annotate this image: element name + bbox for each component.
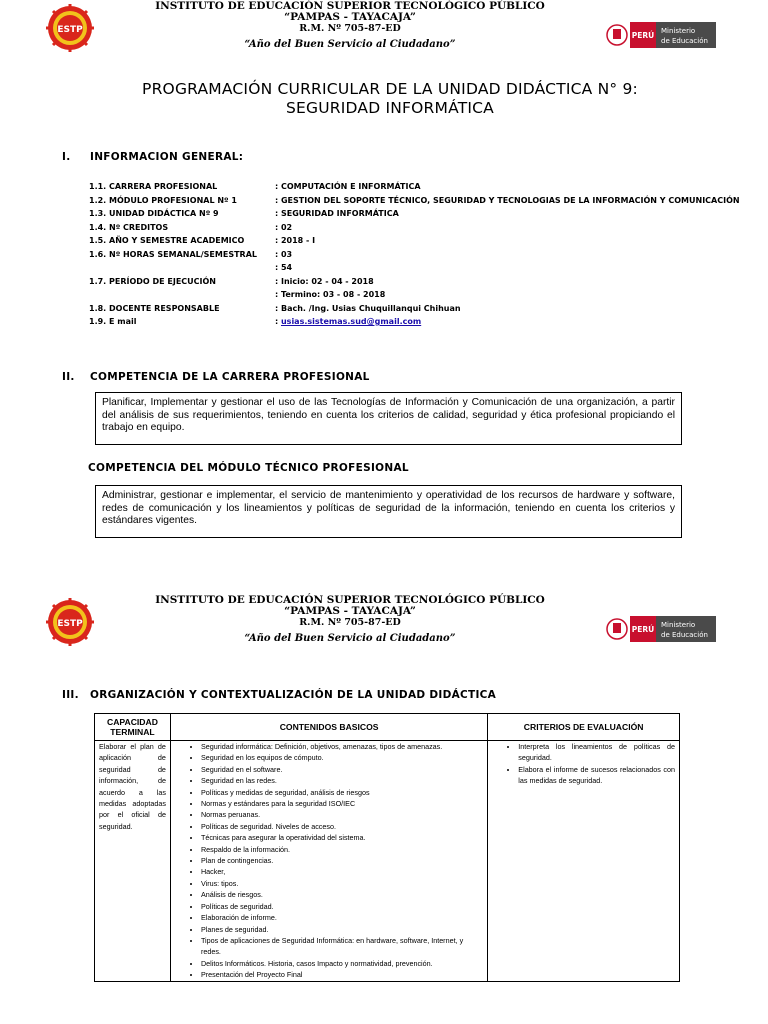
campus-name: “PAMPAS - TAYACAJA”	[284, 11, 416, 23]
table-header-row	[95, 714, 680, 741]
list-item: • Presentación del Proyecto Final	[201, 969, 483, 980]
svg-text:PERÚ: PERÚ	[631, 31, 655, 40]
table-row	[95, 741, 680, 982]
module-competence-box: Administrar, gestionar e implementar, el servicio de mantenimiento y operatividad de los recursos de hardware y software, redes de comunicación y los lineamientos y políticas de seguridad de la información, teniendo en cuenta los criterios y estándares vigentes.	[95, 485, 682, 538]
institution-block	[150, 0, 550, 51]
list-item: • Técnicas para asegurar la operatividad del sistema.	[201, 832, 483, 843]
resolution-number: R.M. Nº 705-87-ED	[299, 23, 401, 34]
estp-logo	[46, 598, 94, 646]
module-competence-heading	[88, 462, 409, 474]
contents-list	[175, 741, 483, 981]
list-item: • Interpreta los lineamientos de políticas de seguridad.	[518, 741, 675, 764]
page-header	[0, 594, 768, 664]
list-item: • Seguridad informática: Definición, objetivos, amenazas, tipos de amenazas.	[201, 741, 483, 752]
list-item: • Normas y estándares para la seguridad ISO/IEC	[201, 798, 483, 809]
section-title: COMPETENCIA DEL MÓDULO TÉCNICO PROFESIONAL	[88, 462, 409, 474]
list-item: • Políticas de seguridad.	[201, 901, 483, 912]
list-item: • Seguridad en el software.	[201, 764, 483, 775]
list-item: • Respaldo de la información.	[201, 844, 483, 855]
criteria-cell	[488, 741, 680, 982]
list-item: • Seguridad en las redes.	[201, 775, 483, 786]
institution-block	[150, 594, 550, 645]
svg-text:Ministerio: Ministerio	[661, 27, 696, 35]
list-item: • Políticas de seguridad. Niveles de acceso.	[201, 821, 483, 832]
list-item: • Tipos de aplicaciones de Seguridad Informática: en hardware, software, Internet, y redes.	[201, 935, 483, 958]
career-competence-box: Planificar, Implementar y gestionar el uso de las Tecnologías de Información y Comunicación de una organización, a partir del análisis de sus requerimientos, teniendo en cuenta los criterios de calidad, seguridad y ética profesional propiciando el trabajo en equipo.	[95, 392, 682, 445]
column-header-capacity: CAPACIDAD TERMINAL	[95, 714, 171, 741]
list-item: • Normas peruanas.	[201, 809, 483, 820]
column-header-contents: CONTENIDOS BASICOS	[170, 714, 487, 741]
ministry-logo	[606, 18, 716, 52]
list-item: • Planes de seguridad.	[201, 924, 483, 935]
list-item: • Elaboración de informe.	[201, 912, 483, 923]
list-item: • Elabora el informe de sucesos relacionados con las medidas de seguridad.	[518, 764, 675, 787]
year-motto: “Año del Buen Servicio al Ciudadano”	[244, 39, 456, 50]
capacity-cell: Elaborar el plan de aplicación de seguridad de información, de acuerdo a las medidas adoptadas por el oficial de seguridad.	[95, 741, 171, 982]
institution-name: INSTITUTO DE EDUCACIÓN SUPERIOR TECNOLÓGICO PÚBLICO	[155, 0, 545, 12]
title-line-1: PROGRAMACIÓN CURRICULAR DE LA UNIDAD DIDÁCTICA N° 9:	[142, 80, 638, 98]
svg-text:ESTP: ESTP	[57, 619, 83, 629]
svg-text:ESTP: ESTP	[57, 25, 83, 35]
section-number: II.	[62, 371, 75, 383]
list-item: • Plan de contingencias.	[201, 855, 483, 866]
list-item: • Delitos Informáticos. Historia, casos Impacto y normatividad, prevención.	[201, 958, 483, 969]
section-number: III.	[62, 689, 79, 701]
year-motto: “Año del Buen Servicio al Ciudadano”	[244, 633, 456, 644]
ministry-logo	[606, 612, 716, 646]
estp-logo	[46, 4, 94, 52]
list-item: • Análisis de riesgos.	[201, 889, 483, 900]
resolution-number: R.M. Nº 705-87-ED	[299, 617, 401, 628]
section-title: COMPETENCIA DE LA CARRERA PROFESIONAL	[90, 371, 370, 383]
section-2-heading	[62, 371, 370, 383]
list-item: • Virus: tipos.	[201, 878, 483, 889]
list-item: • Políticas y medidas de seguridad, análisis de riesgos	[201, 787, 483, 798]
list-item: • Hacker,	[201, 866, 483, 877]
svg-text:PERÚ: PERÚ	[631, 625, 655, 634]
contents-cell	[170, 741, 487, 982]
svg-text:de Educación: de Educación	[661, 631, 708, 639]
title-line-2: SEGURIDAD INFORMÁTICA	[286, 99, 494, 117]
list-item: • Seguridad en los equipos de cómputo.	[201, 752, 483, 763]
section-3-heading	[62, 689, 496, 701]
page-header	[0, 0, 768, 70]
criteria-list	[492, 741, 675, 787]
institution-name: INSTITUTO DE EDUCACIÓN SUPERIOR TECNOLÓGICO PÚBLICO	[155, 594, 545, 606]
document-title	[80, 80, 700, 118]
section-title: ORGANIZACIÓN Y CONTEXTUALIZACIÓN DE LA UNIDAD DIDÁCTICA	[90, 689, 497, 701]
section-title: INFORMACION GENERAL:	[90, 151, 244, 163]
didactic-unit-table	[94, 713, 680, 982]
email-link[interactable]: usias.sistemas.sud@gmail.com	[280, 317, 422, 326]
section-1-heading	[62, 151, 243, 163]
section-number: I.	[62, 151, 71, 163]
svg-text:de Educación: de Educación	[661, 37, 708, 45]
svg-text:Ministerio: Ministerio	[661, 621, 696, 629]
campus-name: “PAMPAS - TAYACAJA”	[284, 605, 416, 617]
column-header-criteria: CRITERIOS DE EVALUACIÓN	[488, 714, 680, 741]
